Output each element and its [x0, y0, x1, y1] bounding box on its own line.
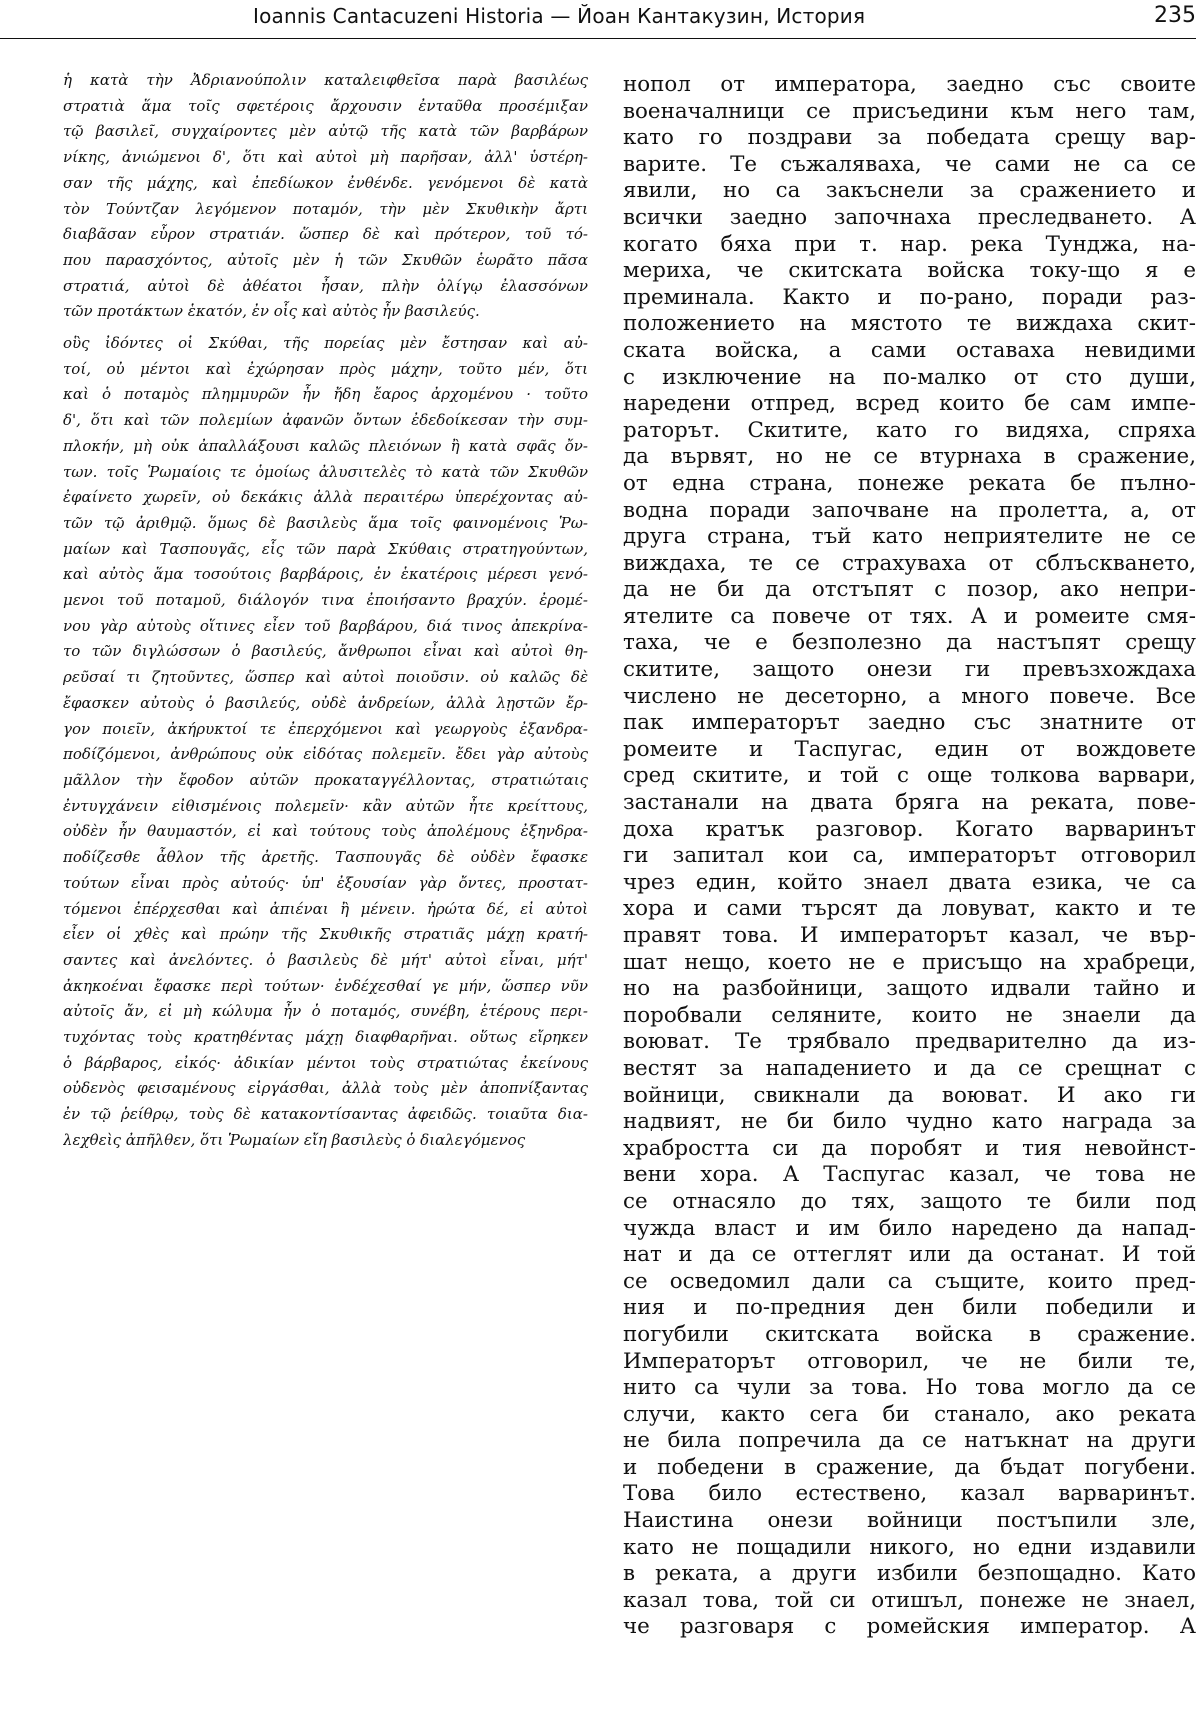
greek-text-line: αὐτοῖς ἄν, εἰ μὴ κώλυμα ἦν ὁ ποταμός, συνέβη, ἑτέρους περι- — [63, 1002, 588, 1021]
greek-text-line: ἡ κατὰ τὴν Ἀδριανούπολιν καταλειφθεῖσα παρὰ βασιλέως — [63, 71, 588, 89]
greek-text-line: στρατιά, αὐτοὶ δὲ ἀθέατοι ἦσαν, πλὴν ὀλίγῳ ἐλασσόνων — [63, 276, 588, 295]
greek-text-line: οὐδενὸς φεισαμένους εἰργάσθαι, ἀλλὰ τοὺς μὲν ἀποπνίξαντας — [63, 1079, 588, 1098]
greek-text-line: λεχθεὶς ἀπῆλθεν, ὅτι Ῥωμαίων εἴη βασιλεὺς ὁ διαλεγόμενος — [63, 1130, 526, 1149]
running-header — [0, 0, 1200, 38]
translation-text-line: нопол от императора, заедно със своите — [623, 72, 1196, 97]
translation-text-line: Императорът отговорил, че не били те, — [623, 1348, 1196, 1374]
translation-text-line: положението на мястото те виждаха скит- — [623, 311, 1196, 337]
greek-text-line: οὐδὲν ἦν θαυμαστόν, εἰ καὶ τούτους τοὺς ἀπολέμους ἐξηνδρα- — [63, 822, 588, 841]
translation-text-line: Наистина онези войници постъпили зле, — [623, 1508, 1196, 1534]
translation-text-line: в реката, а други избили безпощадно. Като — [623, 1561, 1196, 1587]
greek-text-line: ἐντυγχάνειν εἰθισμένοις πολεμεῖν· κἂν αὐτῶν ἦτε κρείττους, — [63, 796, 588, 815]
translation-text-line: поробвали селяните, които не знаели да — [623, 1002, 1196, 1028]
translation-text-line: нито са чули за това. Но това могло да се — [623, 1375, 1196, 1401]
translation-text-line: надвият, не би било чудно като награда за — [623, 1109, 1196, 1135]
translation-text-line: да вървят, но не се втурнаха в сражение, — [623, 444, 1196, 470]
greek-paragraph — [63, 331, 588, 1154]
translation-text-line: преминала. Както и по-рано, поради раз- — [623, 284, 1196, 310]
greek-text-line: μᾶλλον τὴν ἔφοδον αὐτῶν προκαταγγέλλοντας, στρατιώταις — [63, 770, 588, 789]
translation-text-line: вестят за нападението и да се срещнат с — [623, 1055, 1196, 1081]
greek-text-line: ρεῦσαί τι ζητοῦντες, ὥσπερ καὶ αὐτοὶ ποιοῦσιν. οὐ καλῶς δὲ — [63, 668, 588, 687]
translation-text-line: числено не десеторно, а много повече. Все — [623, 683, 1196, 709]
greek-text-line: ἔφασκεν αὐτοὺς ὁ βασιλεύς, οὐδὲ ἀνδρείων, ἀλλὰ λῃστῶν ἔρ- — [63, 693, 588, 712]
translation-text-line: таха, че е безполезно да настъпят срещу — [623, 630, 1196, 656]
translation-text-line: виждаха, те се страхуваха от сблъскването, — [623, 550, 1196, 576]
translation-text-line: но на разбойници, защото идвали тайно и — [623, 976, 1196, 1002]
translation-text-line: нат и да се оттеглят или да останат. И той — [623, 1242, 1196, 1268]
translation-text-line: погубили скитската войска в сражение. — [623, 1321, 1196, 1347]
translation-text-line: военачалници се присъедини към него там, — [623, 98, 1196, 124]
greek-text-line: τῶν τῷ ἀριθμῷ. ὅμως δὲ βασιλεὺς ἅμα τοῖς φαινομένοις Ῥω- — [63, 513, 588, 532]
translation-text-line: се осведомил дали са същите, които пред- — [623, 1268, 1196, 1294]
greek-text-line: τῶν προτάκτων ἑκατόν, ἐν οἷς καὶ αὐτὸς ἦν βασιλεύς. — [63, 302, 480, 321]
translation-text-line: пак императорът заедно със знатните от — [623, 710, 1196, 736]
translation-text-line: явили, но са закъснели за сражението и — [623, 178, 1196, 204]
greek-text-line: πλοκήν, μὴ οὐκ ἀπαλλάξουσι καλῶς πλειόνων ἢ κατὰ σφᾶς ὄν- — [63, 436, 588, 455]
header-rule — [0, 38, 1196, 39]
greek-text-line: ἐφαίνετο χωρεῖν, οὐ δεκάκις ἀλλὰ περαιτέρω ὑπερέχοντας αὐ- — [63, 488, 588, 507]
translation-text-line: водна поради започване на пролетта, а, от — [623, 497, 1196, 523]
greek-text-line: δ', ὅτι καὶ τῶν πολεμίων ἀφανῶν ὄντων ἐδεδοίκεσαν τὴν συμ- — [63, 411, 588, 430]
greek-text-line: καὶ ὁ ποταμὸς πλημμυρῶν ἦν ἤδη ἔαρος ἀρχομένου · τοῦτο — [63, 385, 588, 404]
greek-text-line: τὸν Τούντζαν λεγόμενον ποταμόν, τὴν μὲν Σκυθικὴν ἄρτι — [63, 199, 588, 218]
translation-text-line: наредени отпред, всред които бе сам импе- — [623, 391, 1196, 417]
translation-text-line: хора и сами търсят да ловуват, както и те — [623, 896, 1196, 922]
greek-text-line: σαν τῆς μάχης, καὶ ἐπεδίωκον ἐνθένδε. γενόμενοι δὲ κατὰ — [63, 173, 588, 192]
translation-text-line: чрез един, който знаел двата езика, че са — [623, 869, 1196, 895]
translation-text-line: воюват. Те трябвало предварително да из- — [623, 1029, 1196, 1055]
translation-text-line: войници, свикнали да воюват. И ако ги — [623, 1082, 1196, 1108]
translation-text-line: ската войска, а сами оставаха невидими — [623, 337, 1196, 363]
translation-text-line: правят това. И императорът казал, че вър- — [623, 923, 1196, 948]
translation-text-line: да не би да отстъпят с позор, ако непри- — [623, 577, 1196, 603]
bulgarian-translation-column — [623, 72, 1196, 1641]
greek-text-line: διαβᾶσαν εὗρον στρατιάν. ὥσπερ δὲ καὶ πρότερον, τοῦ τό- — [63, 225, 588, 244]
greek-text-line: οὓς ἰδόντες οἱ Σκύθαι, τῆς πορείας μὲν ἔστησαν καὶ αὐ- — [63, 334, 588, 353]
greek-text-line: ὁ βάρβαρος, εἰκός· ἀδικίαν μέντοι τοὺς στρατιώτας ἐκείνους — [63, 1053, 588, 1072]
greek-text-line: τόμενοι ἐπέρχεσθαι καὶ ἀπιέναι ἢ μένειν. ἠρώτα δέ, εἰ αὐτοὶ — [63, 899, 588, 918]
translation-text-line: ния и по-предния ден били победили и — [623, 1295, 1196, 1321]
translation-text-line: застанали на двата бряга на реката, пове- — [623, 790, 1196, 816]
translation-text-line: като не пощадили никого, но едни издавили — [623, 1534, 1196, 1560]
translation-text-line: не била попречила да се натъкнат на други — [623, 1428, 1196, 1454]
greek-text-line: τοί, οὐ μέντοι καὶ ἐχώρησαν πρὸς μάχην, τοῦτο μέν, ὅτι — [63, 359, 588, 378]
translation-text-line: доха кратък разговор. Когато варваринът — [623, 816, 1196, 842]
greek-text-line: που παρασχόντος, αὐτοῖς μὲν ἡ τῶν Σκυθῶν ἑωρᾶτο πᾶσα — [63, 250, 588, 269]
greek-text-line: των. τοῖς Ῥωμαίοις τε ὁμοίως ἀλυσιτελὲς τὸ κατὰ τῶν Σκυθῶν — [63, 462, 588, 481]
translation-text-line: ромеите и Таспугас, един от вождовете — [623, 736, 1196, 762]
greek-text-line: μενοι τοῦ ποταμοῦ, διάλογόν τινα ἐποιήσαντο βραχύν. ἐρομέ- — [63, 591, 588, 610]
translation-text-line: чужда власт и им било наредено да напад- — [623, 1215, 1196, 1241]
translation-text-line: раторът. Скитите, като го видяха, спряха — [623, 417, 1196, 443]
translation-text-line: като го поздрави за победата срещу вар- — [623, 125, 1196, 151]
translation-text-line: варите. Те съжаляваха, че сами не са се — [623, 151, 1196, 177]
translation-text-line: скитите, защото онези ги превъзхождаха — [623, 657, 1196, 683]
translation-text-line: Това било естествено, казал варваринът. — [623, 1481, 1196, 1507]
greek-text-line: ποδίζεσθε ἆθλον τῆς ἀρετῆς. Τασπουγᾶς δὲ οὐδὲν ἔφασκε — [63, 848, 588, 867]
greek-text-line: ἀκηκοέναι ἔφασκε περὶ τούτων· ἐνδέχεσθαί γε μήν, ὥσπερ νῦν — [63, 976, 588, 995]
greek-text-line: ἐν τῷ ῥείθρῳ, τοὺς δὲ κατακοντίσαντας ἀφειδῶς. τοιαῦτα δια- — [63, 1105, 588, 1124]
translation-text-line: се отнасяло до тях, защото те били под — [623, 1188, 1196, 1214]
translation-text-line: храбростта си да поробят и тия невойнст- — [623, 1135, 1196, 1161]
greek-text-line: καὶ αὐτὸς ἅμα τοσούτοις βαρβάροις, ἐν ἑκατέροις μέρεσι γενό- — [63, 565, 588, 584]
header-title: Ioannis Cantacuzeni Historia — Йоан Кантакузин, История — [253, 4, 866, 28]
greek-text-line: τούτων εἶναι πρὸς αὐτούς· ὑπ' ἐξουσίαν γὰρ ὄντες, προστατ- — [63, 873, 588, 892]
translation-text-line: с изключение на по-малко от сто души, — [623, 364, 1196, 390]
greek-paragraph — [63, 68, 588, 325]
greek-text-line: ποδίζόμενοι, ἀνθρώπους οὐκ εἰδότας πολεμεῖν. ἔδει γὰρ αὐτοὺς — [63, 745, 588, 764]
greek-text-line: μαίων καὶ Τασπουγᾶς, εἷς τῶν παρὰ Σκύθαις στρατηγούντων, — [63, 539, 588, 558]
greek-text-line: τῷ βασιλεῖ, συγχαίροντες μὲν αὐτῷ τῆς κατὰ τῶν βαρβάρων — [63, 122, 588, 141]
greek-text-line: στρατιὰ ἅμα τοῖς σφετέροις ἄρχουσιν ἐνταῦθα προσέμιξαν — [63, 96, 588, 115]
greek-text-line: σαντες καὶ ἀνελόντες. ὁ βασιλεὺς δὲ μήτ' αὐτοὶ εἶναι, μήτ' — [63, 950, 588, 969]
greek-text-column — [63, 68, 588, 1154]
page-number: 235 — [1154, 3, 1196, 28]
greek-text-line: νίκης, ἀνιώμενοι δ', ὅτι καὶ αὐτοὶ μὴ παρῆσαν, ἀλλ' ὑστέρη- — [63, 148, 588, 167]
translation-text-line: когато бяха при т. нар. река Тунджа, на- — [623, 231, 1196, 257]
translation-text-line: случи, както сега би станало, ако реката — [623, 1401, 1196, 1427]
translation-text-line: вени хора. А Таспугас казал, че това не — [623, 1162, 1196, 1188]
greek-text-line: γον ποιεῖν, ἀκήρυκτοί τε ἐπερχόμενοι καὶ γεωργοὺς ἐξανδρα- — [63, 719, 588, 738]
translation-text-line: от една страна, понеже реката бе пълно- — [623, 470, 1196, 496]
translation-text-line: казал това, той си отишъл, понеже не знаел, — [623, 1587, 1196, 1613]
greek-text-line: το τῶν διγλώσσων ὁ βασιλεύς, ἄνθρωποι εἶναι καὶ αὐτοὶ θη- — [63, 642, 588, 661]
translation-text-line: и победени в сражение, да бъдат погубени. — [623, 1454, 1196, 1480]
translation-text-line: друга страна, тъй като неприятелите не се — [623, 524, 1196, 550]
greek-text-line: νου γὰρ αὐτοὺς οἵτινες εἶεν τοῦ βαρβάρου, διά τινος ἀπεκρίνα- — [63, 616, 588, 635]
greek-text-line: τυχόντας τοὺς κρατηθέντας μάχῃ διαφθαρῆναι. οὕτως εἴρηκεν — [63, 1028, 588, 1047]
translation-text-line: всички заедно започнаха преследването. А — [623, 204, 1196, 230]
translation-text-line: сред скитите, и той с още толкова варвари, — [623, 763, 1196, 789]
translation-text-line: че разговаря с ромейския император. А — [623, 1614, 1196, 1640]
translation-text-line: ги запитал кои са, императорът отговорил — [623, 843, 1196, 869]
translation-text-line: шат нещо, което не е присъщо на храбреци, — [623, 949, 1196, 975]
greek-text-line: εἶεν οἱ χθὲς καὶ πρώην τῆς Σκυθικῆς στρατιᾶς μάχῃ κρατή- — [63, 925, 588, 944]
translation-text-line: мериха, че скитската войска току-що я е — [623, 258, 1196, 284]
translation-text-line: ятелите са повече от тях. А и ромеите смя- — [623, 603, 1196, 629]
